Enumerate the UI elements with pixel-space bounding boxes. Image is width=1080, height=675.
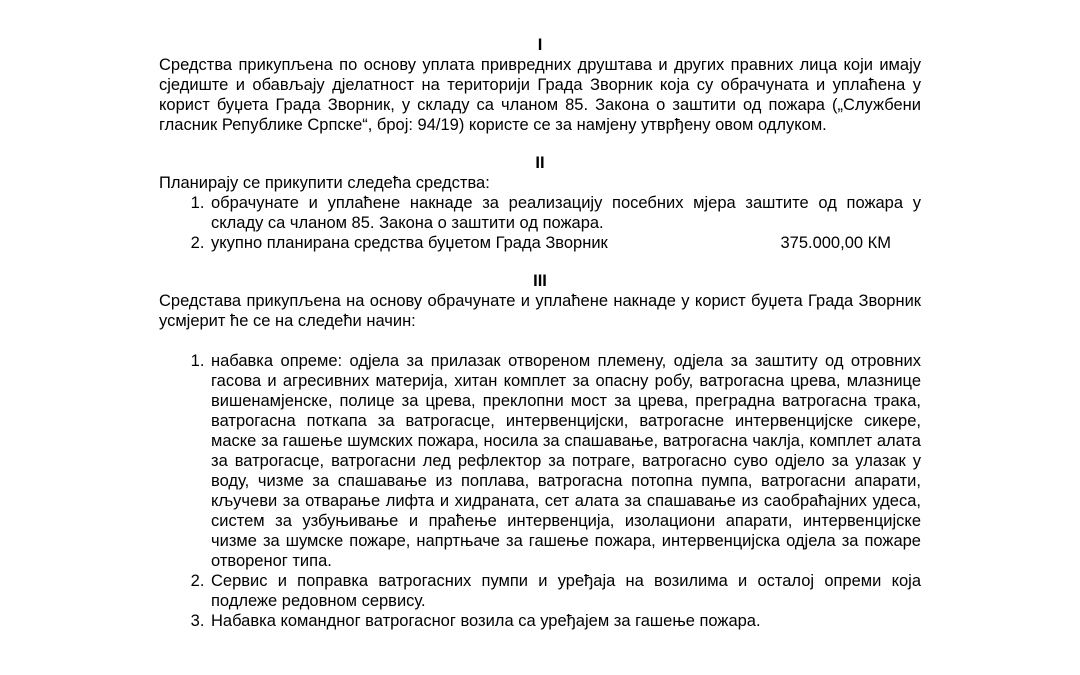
budget-amount: 375.000,00 КМ — [780, 234, 891, 252]
list-item-text: 2. укупно планирана средства буџетом Града Зворник — [211, 234, 608, 252]
list-item — [209, 233, 921, 253]
document-content — [159, 35, 921, 631]
section-1-paragraph: Средства прикупљена по основу уплата привредних друштава и других правних лица који имају сједиште и обављају дјелатност на територији Града Зворник која су обрачуната и уплаћена у корист буџета Града Зворник, у складу са чланом 85. Закона о заштити од пожара („Службени гласник Републике Српске“, број: 94/19) користе се за намјену утврђену овом одлуком. — [159, 56, 921, 134]
section-heading-3: III — [533, 272, 547, 290]
section-3-list — [159, 351, 921, 631]
section-heading-1: I — [537, 36, 543, 54]
list-item: 1. набавка опреме: одјела за прилазак отвореном племену, одјела за заштиту од отровних гасова и агресивних материја, хитан комплет за опасну робу, ватрогасна црева, млазнице вишенамјенске, полице за црева, преклопни мост за црева, преградна ватрогасна трака, ватрогасна поткапа за ватрогасце, интервенцијски, ватрогасне интервенцијске сикере, маске за гашење шумских пожара, носила за спашавање, ватрогасна чаклја, комплет алата за ватрогасце, ватрогасни лед рефлектор за потраге, ватрогасно суво одјело за улазак у воду, чизме за спашавање из поплава, ватрогасна потопна пумпа, ватрогасни апарати, кључеви за отварање лифта и хидраната, сет алата за спашавање из саобраћајних удеса, систем за узбуњивање и праћење интервенција, изолациони апарати, интервенцијске чизме за шумске пожаре, напртњаче за гашење пожара, интервенцијска одјела за пожаре отвореног типа. — [209, 351, 921, 571]
section-3-intro: Средстава прикупљена на основу обрачунате и уплаћене накнаде у корист буџета Града Зворник усмјерит ће се на следећи начин: — [159, 292, 921, 330]
list-item: 2. Сервис и поправка ватрогасних пумпи и уређаја на возилима и осталој опреми која подлеже редовном сервису. — [209, 571, 921, 611]
list-item: 1. обрачунате и уплаћене накнаде за реализацију посебних мјера заштите од пожара у складу са чланом 85. Закона о заштити од пожара. — [209, 193, 921, 233]
section-2-intro: Планирају се прикупити следећа средства: — [159, 174, 490, 192]
section-heading-2: II — [535, 154, 545, 172]
section-2-list — [159, 193, 921, 253]
list-item: 3. Набавка командног ватрогасног возила са уређајем за гашење пожара. — [209, 611, 921, 631]
